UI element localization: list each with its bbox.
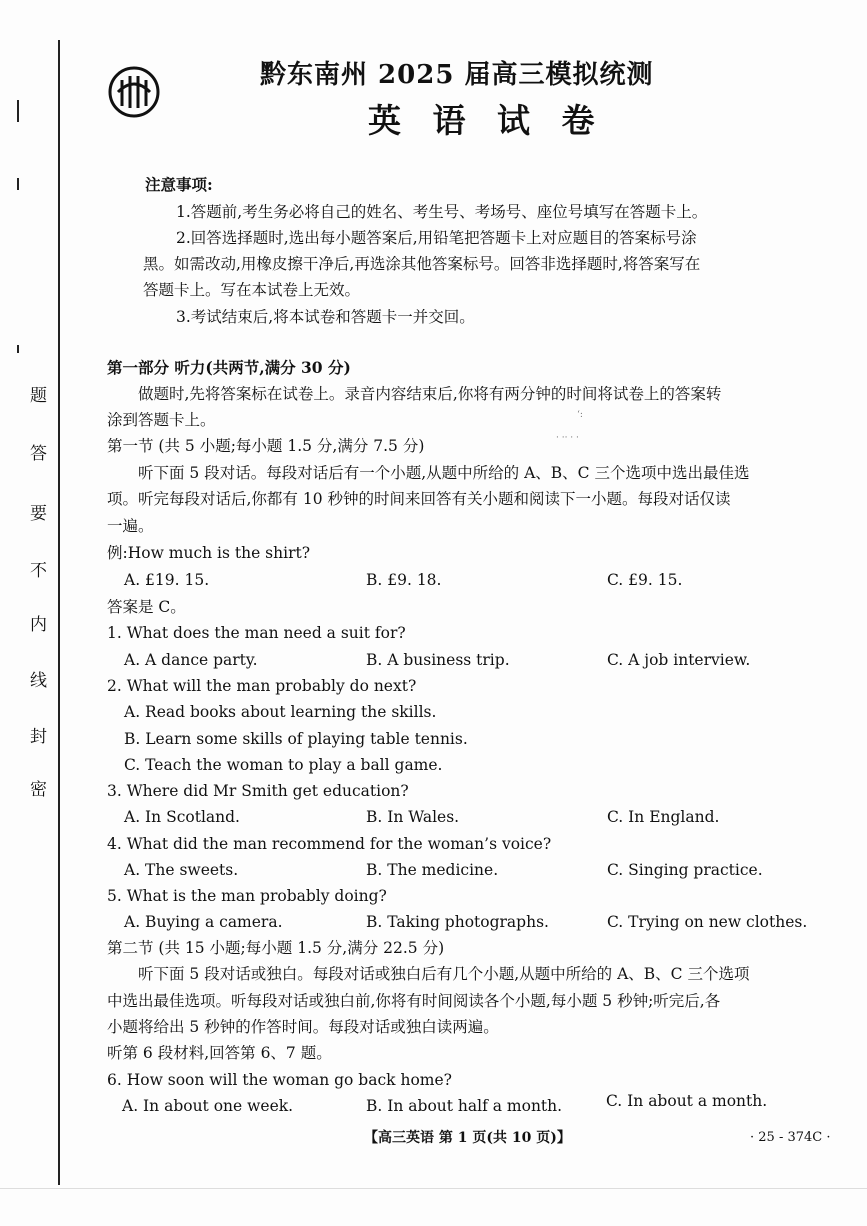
section2-instructions: 中选出最佳选项。听每段对话或独白前,你将有时间阅读各个小题,每小题 5 秒钟;听完后,各 [107, 992, 721, 1010]
question-6: 6. How soon will the woman go back home? [107, 1071, 452, 1089]
question-1: 1. What does the man need a suit for? [107, 624, 406, 642]
example-option-a: A. £19. 15. [124, 571, 210, 589]
q5-option-b: B. Taking photographs. [366, 913, 549, 931]
margin-tick [17, 345, 19, 353]
q4-option-a: A. The sweets. [124, 861, 239, 879]
q2-option-c: C. Teach the woman to play a ball game. [124, 756, 443, 774]
part1-heading: 第一部分 听力(共两节,满分 30 分) [107, 358, 351, 377]
section2-instructions: 听下面 5 段对话或独白。每段对话或独白后有几个小题,从题中所给的 A、B、C 三个选项 [138, 965, 750, 983]
section1-instructions: 一遍。 [107, 517, 154, 535]
binding-char: 答 [30, 444, 47, 464]
q1-option-b: B. A business trip. [366, 651, 510, 669]
section1-instructions: 听下面 5 段对话。每段对话后有一个小题,从题中所给的 A、B、C 三个选项中选出最佳选 [138, 464, 750, 482]
section2-instructions: 小题将给出 5 秒钟的作答时间。每段对话或独白读两遍。 [107, 1018, 499, 1036]
q6-option-a: A. In about one week. [122, 1097, 294, 1115]
binding-char: 内 [30, 615, 47, 635]
margin-tick [17, 100, 19, 122]
q5-option-a: A. Buying a camera. [124, 913, 283, 931]
example-answer: 答案是 C。 [107, 598, 186, 616]
exam-title: 黔东南州 2025 届高三模拟统测 [260, 60, 654, 90]
page-footer: 【高三英语 第 1 页(共 10 页)】 [364, 1130, 571, 1146]
page-bottom-rule [0, 1188, 867, 1189]
q5-option-c: C. Trying on new clothes. [607, 913, 808, 931]
q4-option-b: B. The medicine. [366, 861, 499, 879]
question-2: 2. What will the man probably do next? [107, 677, 417, 695]
notes-line: 1.答题前,考生务必将自己的姓名、考生号、考场号、座位号填写在答题卡上。 [176, 203, 708, 221]
q1-option-a: A. A dance party. [124, 651, 258, 669]
notes-line: 2.回答选择题时,选出每小题答案后,用铅笔把答题卡上对应题目的答案标号涂 [176, 229, 697, 247]
exam-code: · 25 - 374C · [750, 1130, 831, 1145]
binding-char: 题 [30, 386, 47, 406]
binding-char: 要 [30, 504, 47, 524]
binding-char: 封 [30, 727, 47, 747]
section1-instructions: 项。听完每段对话后,你都有 10 秒钟的时间来回答有关小题和阅读下一小题。每段对话仅读 [107, 490, 731, 508]
example-option-b: B. £9. 18. [366, 571, 442, 589]
binding-char: 线 [30, 671, 47, 691]
binding-char: 不 [30, 561, 47, 581]
section2-material: 听第 6 段材料,回答第 6、7 题。 [107, 1044, 332, 1062]
section1-heading: 第一节 (共 5 小题;每小题 1.5 分,满分 7.5 分) [107, 437, 425, 455]
part1-intro: 涂到答题卡上。 [107, 411, 216, 429]
q2-option-a: A. Read books about learning the skills. [124, 703, 437, 721]
notes-line: 答题卡上。写在本试卷上无效。 [143, 281, 361, 299]
q2-option-b: B. Learn some skills of playing table tennis. [124, 730, 468, 748]
q1-option-c: C. A job interview. [607, 651, 751, 669]
exam-logo-icon [108, 66, 160, 118]
exam-subtitle: 英 语 试 卷 [368, 101, 605, 140]
example-question: 例:How much is the shirt? [107, 544, 311, 562]
notes-line: 黑。如需改动,用橡皮擦干净后,再选涂其他答案标号。回答非选择题时,将答案写在 [143, 255, 701, 273]
q6-option-c: C. In about a month. [606, 1092, 768, 1110]
notes-heading: 注意事项: [145, 175, 213, 194]
example-option-c: C. £9. 15. [607, 571, 683, 589]
margin-tick [17, 178, 19, 190]
scan-artifact: · ·· · · [556, 433, 579, 443]
q3-option-a: A. In Scotland. [124, 808, 240, 826]
binding-char: 密 [30, 780, 47, 800]
q3-option-b: B. In Wales. [366, 808, 460, 826]
question-5: 5. What is the man probably doing? [107, 887, 387, 905]
q3-option-c: C. In England. [607, 808, 720, 826]
scan-artifact: ʻ: [577, 410, 583, 420]
q6-option-b: B. In about half a month. [366, 1097, 563, 1115]
part1-intro: 做题时,先将答案标在试卷上。录音内容结束后,你将有两分钟的时间将试卷上的答案转 [138, 385, 722, 403]
section2-heading: 第二节 (共 15 小题;每小题 1.5 分,满分 22.5 分) [107, 939, 445, 957]
q4-option-c: C. Singing practice. [607, 861, 763, 879]
question-3: 3. Where did Mr Smith get education? [107, 782, 409, 800]
binding-line [58, 40, 60, 1185]
notes-line: 3.考试结束后,将本试卷和答题卡一并交回。 [176, 308, 475, 326]
question-4: 4. What did the man recommend for the woman’s voice? [107, 835, 552, 853]
